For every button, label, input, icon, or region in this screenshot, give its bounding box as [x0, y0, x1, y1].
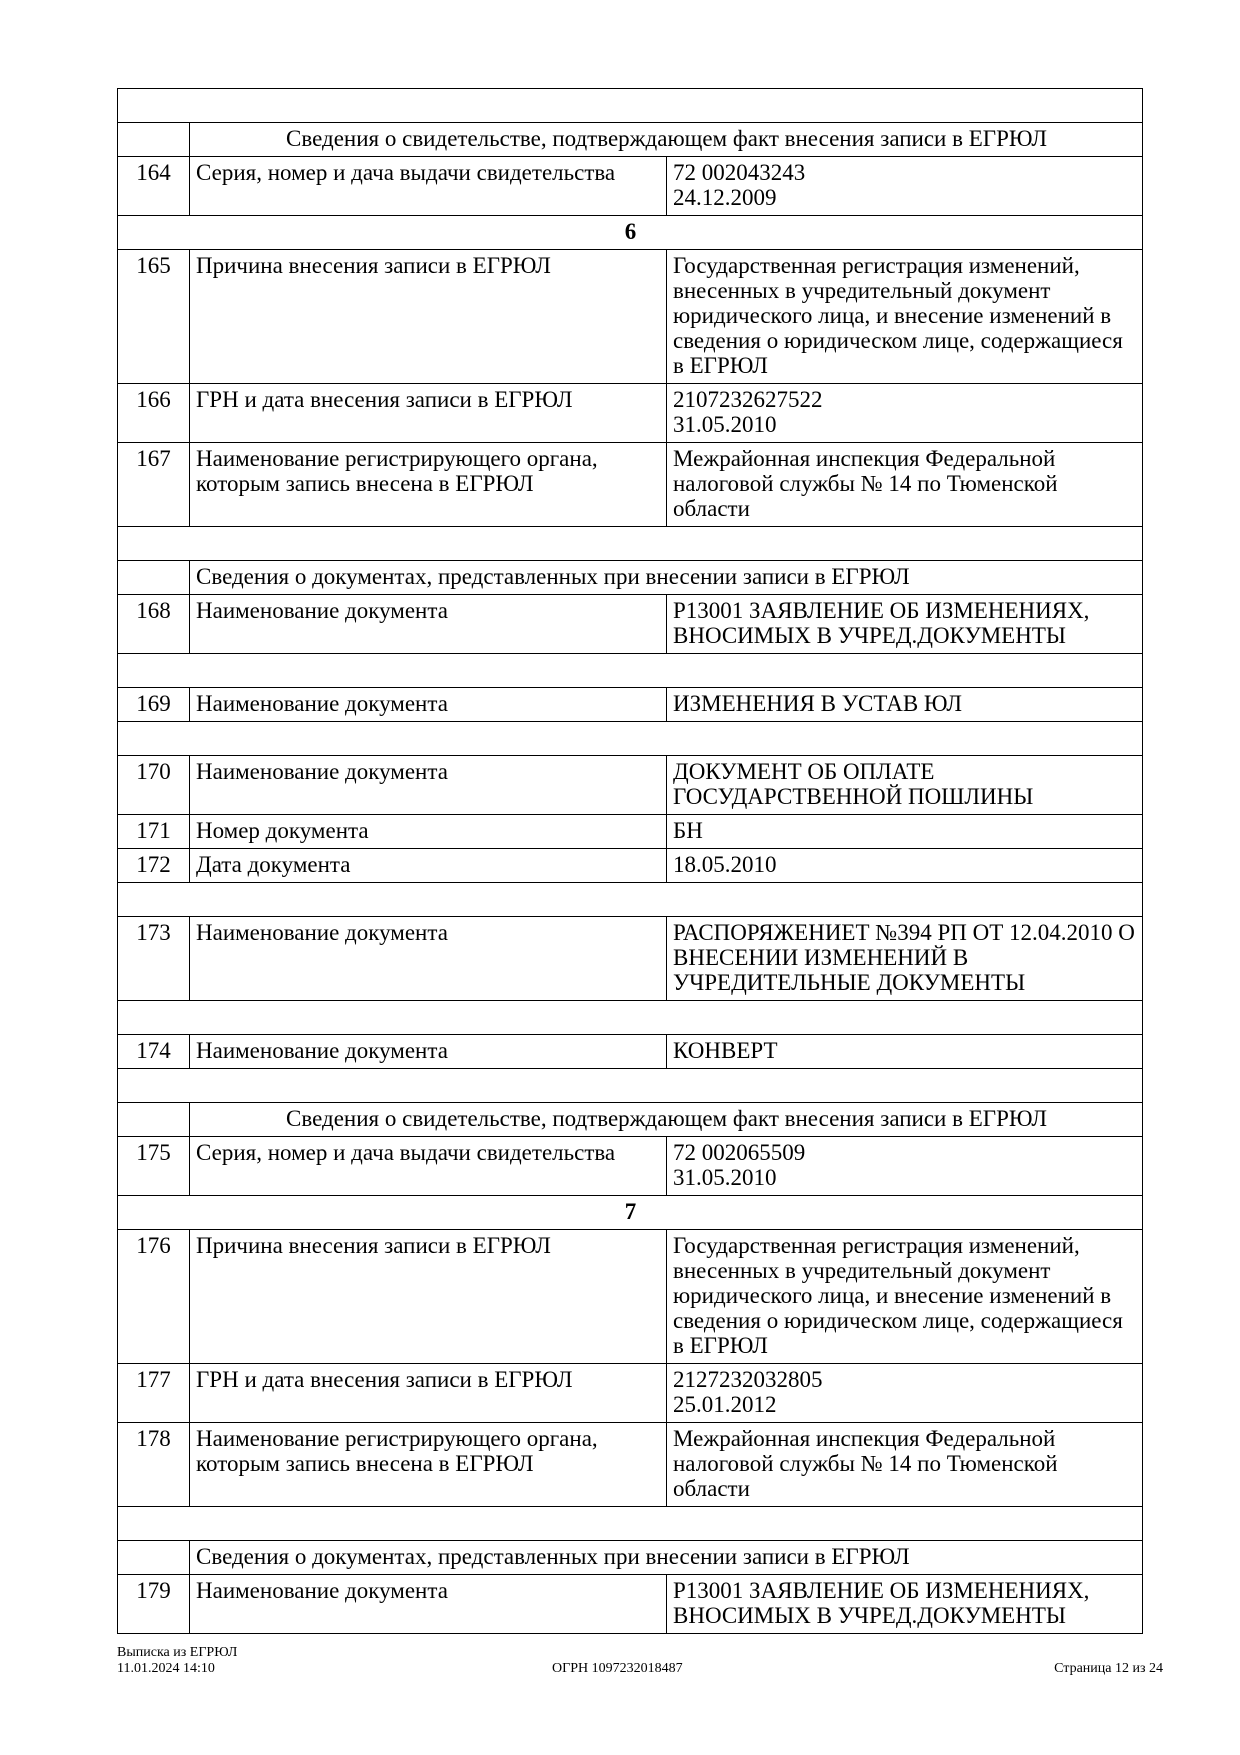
footer-ogrn: ОГРН 1097232018487	[552, 1661, 683, 1676]
row-number: 170	[118, 756, 190, 815]
field-label: ГРН и дата внесения записи в ЕГРЮЛ	[190, 1364, 667, 1423]
entry-number: 6	[118, 216, 1143, 250]
blank-row	[118, 654, 1143, 688]
field-value: 72 002065509 31.05.2010	[667, 1137, 1143, 1196]
section-header: Сведения о свидетельстве, подтверждающем факт внесения записи в ЕГРЮЛ	[190, 123, 1143, 157]
table-row	[118, 849, 1143, 883]
table-row	[118, 1423, 1143, 1507]
footer-page-number: Страница 12 из 24	[1054, 1661, 1163, 1676]
row-number: 172	[118, 849, 190, 883]
field-value: Государственная регистрация изменений, внесенных в учредительный документ юридического лица, и внесение изменений в сведения о юридическом лице, содержащиеся в ЕГРЮЛ	[667, 250, 1143, 384]
table-row	[118, 157, 1143, 216]
row-number: 178	[118, 1423, 190, 1507]
field-value: РАСПОРЯЖЕНИЕТ №394 РП ОТ 12.04.2010 О ВНЕСЕНИИ ИЗМЕНЕНИЙ В УЧРЕДИТЕЛЬНЫЕ ДОКУМЕНТЫ	[667, 917, 1143, 1001]
section-header: Сведения о документах, представленных при внесении записи в ЕГРЮЛ	[190, 561, 1143, 595]
table-row	[118, 443, 1143, 527]
table-row	[118, 1035, 1143, 1069]
egrul-table	[117, 88, 1143, 1634]
row-number: 165	[118, 250, 190, 384]
field-value: 2127232032805 25.01.2012	[667, 1364, 1143, 1423]
table-row	[118, 384, 1143, 443]
blank-row	[118, 722, 1143, 756]
section-number-cell	[118, 1541, 190, 1575]
field-value: Межрайонная инспекция Федеральной налоговой службы № 14 по Тюменской области	[667, 1423, 1143, 1507]
table-row	[118, 1137, 1143, 1196]
field-value: БН	[667, 815, 1143, 849]
field-label: Наименование документа	[190, 688, 667, 722]
field-label: ГРН и дата внесения записи в ЕГРЮЛ	[190, 384, 667, 443]
field-value: 18.05.2010	[667, 849, 1143, 883]
table-row	[118, 1230, 1143, 1364]
field-label: Наименование регистрирующего органа, которым запись внесена в ЕГРЮЛ	[190, 443, 667, 527]
footer-datetime: 11.01.2024 14:10	[117, 1661, 215, 1676]
section-header-row	[118, 123, 1143, 157]
field-value: ИЗМЕНЕНИЯ В УСТАВ ЮЛ	[667, 688, 1143, 722]
section-number-cell	[118, 1103, 190, 1137]
section-header-row	[118, 1103, 1143, 1137]
field-label: Наименование документа	[190, 756, 667, 815]
field-label: Наименование документа	[190, 1575, 667, 1634]
field-label: Наименование документа	[190, 917, 667, 1001]
row-number: 169	[118, 688, 190, 722]
entry-number: 7	[118, 1196, 1143, 1230]
row-number: 166	[118, 384, 190, 443]
section-number-cell	[118, 561, 190, 595]
field-value: 2107232627522 31.05.2010	[667, 384, 1143, 443]
field-label: Номер документа	[190, 815, 667, 849]
field-value: ДОКУМЕНТ ОБ ОПЛАТЕ ГОСУДАРСТВЕННОЙ ПОШЛИНЫ	[667, 756, 1143, 815]
table-row	[118, 250, 1143, 384]
section-header: Сведения о свидетельстве, подтверждающем факт внесения записи в ЕГРЮЛ	[190, 1103, 1143, 1137]
blank-cell	[118, 654, 1143, 688]
table-row	[118, 1364, 1143, 1423]
row-number: 173	[118, 917, 190, 1001]
blank-cell	[118, 722, 1143, 756]
row-number: 167	[118, 443, 190, 527]
row-number: 179	[118, 1575, 190, 1634]
blank-row	[118, 883, 1143, 917]
row-number: 177	[118, 1364, 190, 1423]
table-row	[118, 595, 1143, 654]
blank-row	[118, 89, 1143, 123]
field-value: КОНВЕРТ	[667, 1035, 1143, 1069]
row-number: 176	[118, 1230, 190, 1364]
egrul-table-body	[118, 89, 1143, 1634]
blank-cell	[118, 1507, 1143, 1541]
field-label: Причина внесения записи в ЕГРЮЛ	[190, 1230, 667, 1364]
field-label: Наименование регистрирующего органа, которым запись внесена в ЕГРЮЛ	[190, 1423, 667, 1507]
blank-cell	[118, 1001, 1143, 1035]
field-value: 72 002043243 24.12.2009	[667, 157, 1143, 216]
field-value: Р13001 ЗАЯВЛЕНИЕ ОБ ИЗМЕНЕНИЯХ, ВНОСИМЫХ В УЧРЕД.ДОКУМЕНТЫ	[667, 1575, 1143, 1634]
blank-cell	[118, 883, 1143, 917]
section-header-row	[118, 561, 1143, 595]
field-value: Межрайонная инспекция Федеральной налоговой службы № 14 по Тюменской области	[667, 443, 1143, 527]
section-header-row	[118, 1541, 1143, 1575]
row-number: 171	[118, 815, 190, 849]
field-value: Государственная регистрация изменений, внесенных в учредительный документ юридического лица, и внесение изменений в сведения о юридическом лице, содержащиеся в ЕГРЮЛ	[667, 1230, 1143, 1364]
table-row	[118, 1575, 1143, 1634]
field-label: Серия, номер и дача выдачи свидетельства	[190, 1137, 667, 1196]
table-row	[118, 688, 1143, 722]
field-label: Наименование документа	[190, 595, 667, 654]
blank-row	[118, 1507, 1143, 1541]
field-value: Р13001 ЗАЯВЛЕНИЕ ОБ ИЗМЕНЕНИЯХ, ВНОСИМЫХ В УЧРЕД.ДОКУМЕНТЫ	[667, 595, 1143, 654]
field-label: Наименование документа	[190, 1035, 667, 1069]
field-label: Дата документа	[190, 849, 667, 883]
row-number: 175	[118, 1137, 190, 1196]
blank-row	[118, 527, 1143, 561]
footer-left	[117, 1645, 237, 1677]
table-row	[118, 815, 1143, 849]
row-number: 174	[118, 1035, 190, 1069]
entry-number-row	[118, 1196, 1143, 1230]
field-label: Серия, номер и дача выдачи свидетельства	[190, 157, 667, 216]
blank-row	[118, 1001, 1143, 1035]
row-number: 164	[118, 157, 190, 216]
blank-cell	[118, 1069, 1143, 1103]
table-row	[118, 756, 1143, 815]
blank-cell	[118, 527, 1143, 561]
footer-doc-title: Выписка из ЕГРЮЛ	[117, 1645, 238, 1660]
field-label: Причина внесения записи в ЕГРЮЛ	[190, 250, 667, 384]
section-number-cell	[118, 123, 190, 157]
entry-number-row	[118, 216, 1143, 250]
blank-cell	[118, 89, 1143, 123]
row-number: 168	[118, 595, 190, 654]
blank-row	[118, 1069, 1143, 1103]
section-header: Сведения о документах, представленных при внесении записи в ЕГРЮЛ	[190, 1541, 1143, 1575]
table-row	[118, 917, 1143, 1001]
